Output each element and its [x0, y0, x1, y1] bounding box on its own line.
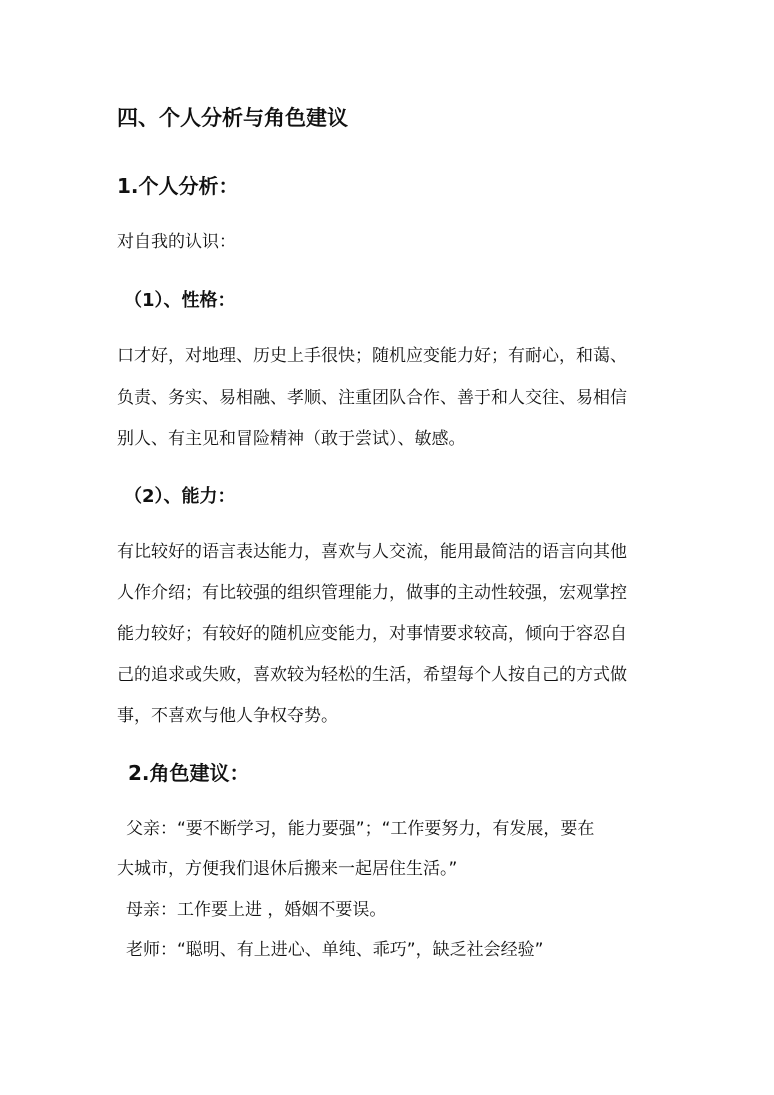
analysis-heading: 1.个人分析：	[117, 174, 239, 198]
section-title: 四、个人分析与角色建议	[117, 106, 348, 130]
father-line: 大城市，方便我们退休后搬来一起居住生活。”	[117, 859, 458, 879]
ability-line: 己的追求或失败，喜欢较为轻松的生活，希望每个人按自己的方式做	[117, 665, 627, 685]
personality-heading: （1）、性格：	[124, 290, 236, 311]
analysis-intro: 对自我的认识：	[117, 232, 236, 252]
teacher-line: 老师：“聪明、有上进心、单纯、乖巧”，缺乏社会经验”	[126, 940, 544, 960]
ability-line: 能力较好；有较好的随机应变能力，对事情要求较高，倾向于容忍自	[117, 624, 627, 644]
ability-line: 人作介绍；有比较强的组织管理能力，做事的主动性较强，宏观掌控	[117, 583, 627, 603]
personality-line: 别人、有主见和冒险精神（敢于尝试）、敏感。	[117, 429, 466, 449]
ability-line: 事，不喜欢与他人争权夺势。	[117, 706, 338, 726]
personality-line: 负责、务实、易相融、孝顺、注重团队合作、善于和人交往、易相信	[117, 388, 627, 408]
personality-line: 口才好，对地理、历史上手很快；随机应变能力好；有耐心，和蔼、	[117, 346, 627, 366]
roles-heading: 2.角色建议：	[128, 761, 250, 785]
ability-line: 有比较好的语言表达能力，喜欢与人交流，能用最简洁的语言向其他	[117, 542, 627, 562]
mother-line: 母亲：工作要上进 ，婚姻不要误。	[126, 900, 387, 920]
father-line: 父亲：“要不断学习，能力要强”；“工作要努力，有发展，要在	[126, 819, 595, 839]
ability-heading: （2）、能力：	[124, 486, 236, 507]
